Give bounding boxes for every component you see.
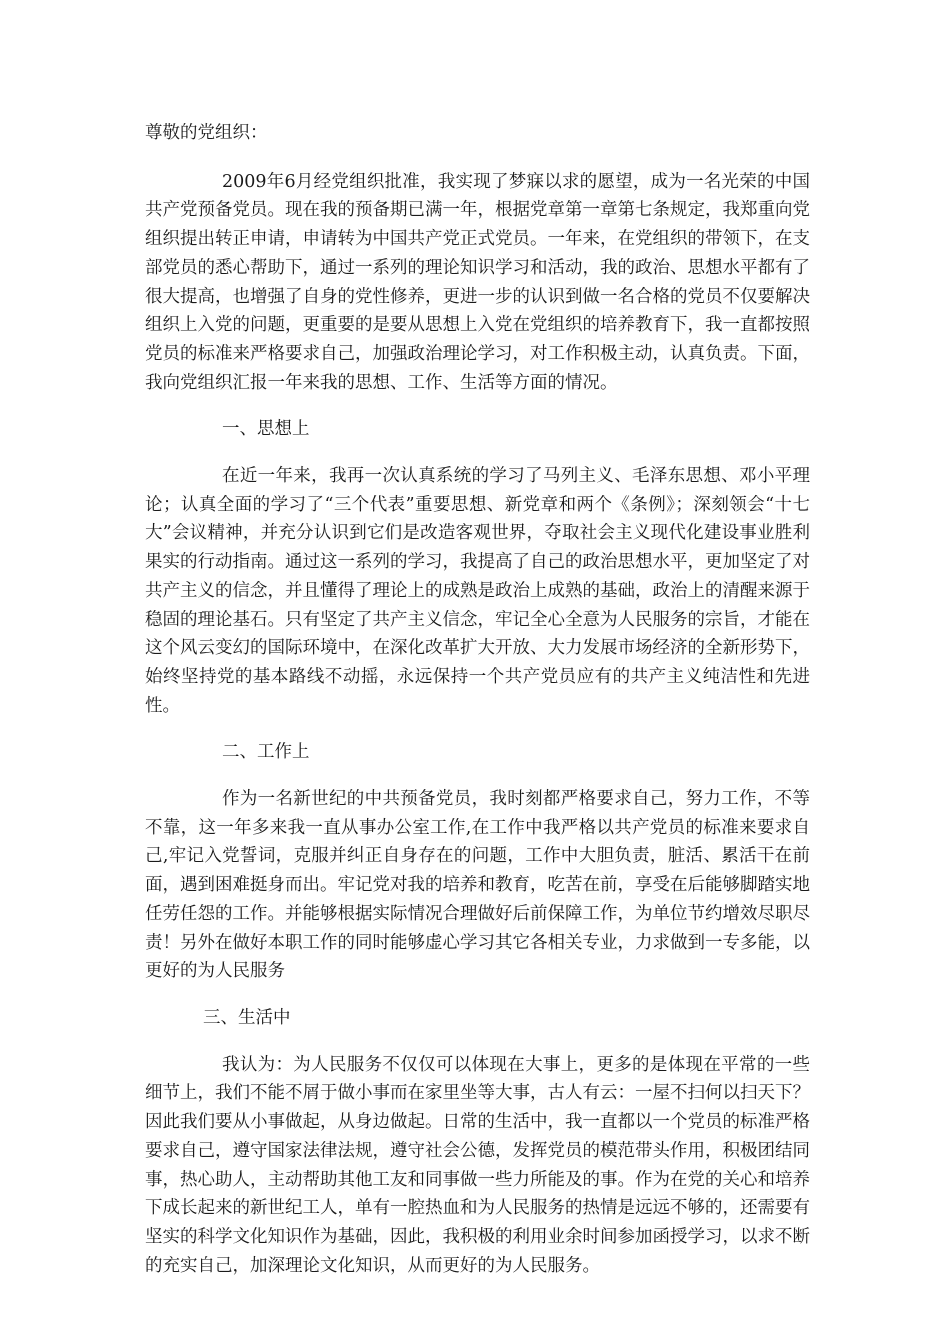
section-body-thought: 在近一年来，我再一次认真系统的学习了马列主义、毛泽东思想、邓小平理论；认真全面的学习了“三个代表”重要思想、新党章和两个《条例》；深刻领会“十七大”会议精神，并充分认识到它们是改造客观世界，夺取社会主义现代化建设事业胜利果实的行动指南。通过这一系列的学习，我提高了自己的政治思想水平，更加坚定了对共产主义的信念，并且懂得了理论上的成熟是政治上成熟的基础，政治上的清醒来源于稳固的理论基石。只有坚定了共产主义信念，牢记全心全意为人民服务的宗旨，才能在这个风云变幻的国际环境中，在深化改革扩大开放、大力发展市场经济的全新形势下，始终坚持党的基本路线不动摇，永远保持一个共产党员应有的共产主义纯洁性和先进性。 xyxy=(145,466,810,716)
section-heading-work: 二、工作上 xyxy=(222,742,310,763)
section-body-work: 作为一名新世纪的中共预备党员，我时刻都严格要求自己，努力工作，不等不靠，这一年多来我一直从事办公室工作,在工作中我严格以共产党员的标准来要求自己,牢记入党誓词，克服并纠正自身存在的问题，工作中大胆负责，脏活、累活干在前面，遇到困难挺身而出。牢记党对我的培养和教育，吃苦在前，享受在后能够脚踏实地任劳任怨的工作。并能够根据实际情况合理做好后前保障工作，为单位节约增效尽职尽责！另外在做好本职工作的同时能够虚心学习其它各相关专业，力求做到一专多能，以更好的为人民服务 xyxy=(145,789,810,982)
document-page xyxy=(145,119,810,1298)
section-heading-life: 三、生活中 xyxy=(203,1007,291,1028)
section-body-life: 我认为：为人民服务不仅仅可以体现在大事上，更多的是体现在平常的一些细节上，我们不能不屑于做小事而在家里坐等大事，古人有云：一屋不扫何以扫天下？因此我们要从小事做起，从身边做起。日常的生活中，我一直都以一个党员的标准严格要求自己，遵守国家法律法规，遵守社会公德，发挥党员的模范带头作用，积极团结同事，热心助人，主动帮助其他工友和同事做一些力所能及的事。作为在党的关心和培养下成长起来的新世纪工人，单有一腔热血和为人民服务的热情是远远不够的，还需要有坚实的科学文化知识作为基础，因此，我积极的利用业余时间参加函授学习，以求不断的充实自己，加深理论文化知识，从而更好的为人民服务。 xyxy=(145,1054,810,1276)
section-heading-thought: 一、思想上 xyxy=(222,419,310,440)
salutation: 尊敬的党组织： xyxy=(145,123,268,143)
intro-paragraph: 2009年6月经党组织批准，我实现了梦寐以求的愿望，成为一名光荣的中国共产党预备党员。现在我的预备期已满一年，根据党章第一章第七条规定，我郑重向党组织提出转正申请，申请转为中国共产党正式党员。一年来，在党组织的带领下，在支部党员的悉心帮助下，通过一系列的理论知识学习和活动，我的政治、思想水平都有了很大提高，也增强了自身的党性修养，更进一步的认识到做一名合格的党员不仅要解决组织上入党的问题，更重要的是要从思想上入党在党组织的培养教育下，我一直都按照党员的标准来严格要求自己，加强政治理论学习，对工作积极主动，认真负责。下面，我向党组织汇报一年来我的思想、工作、生活等方面的情况。 xyxy=(145,171,810,393)
